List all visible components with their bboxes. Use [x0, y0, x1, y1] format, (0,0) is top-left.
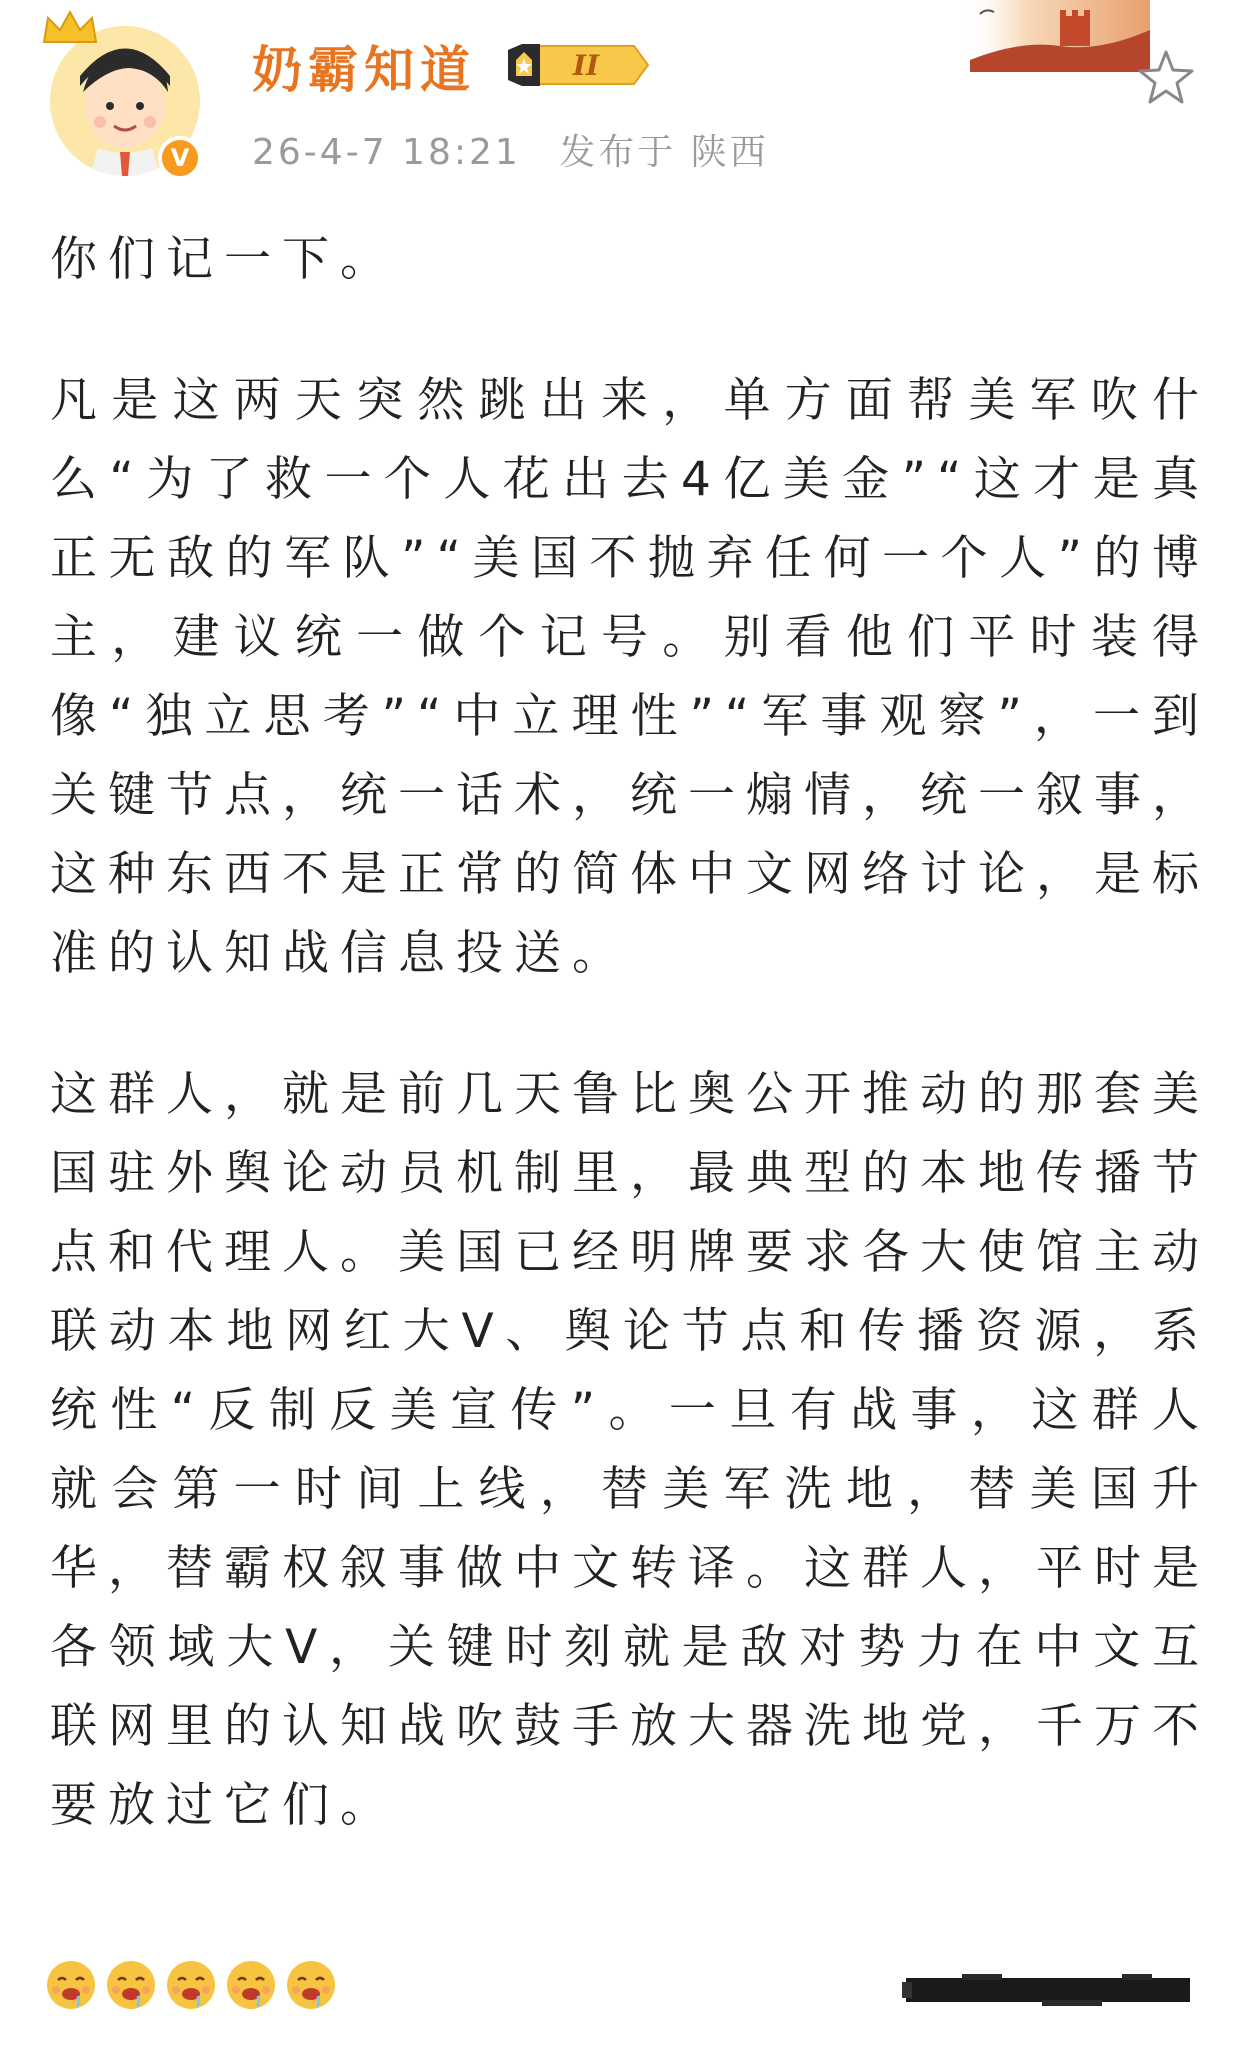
post-meta	[252, 124, 793, 175]
crown-icon	[40, 8, 100, 48]
level-badge-text: II	[572, 49, 600, 82]
post-location: 发布于 陕西	[559, 132, 769, 173]
post-paragraph: 你们记一下。	[50, 232, 398, 287]
drooling-face-icon[interactable]	[164, 1958, 218, 2012]
post-header	[0, 0, 1254, 190]
author-avatar-wrapper[interactable]	[40, 8, 210, 178]
drooling-face-icon[interactable]	[224, 1958, 278, 2012]
emoji-reaction-row	[44, 1958, 338, 2012]
level-badge-icon[interactable]	[502, 38, 652, 92]
post-paragraph: 这群人，就是前几天鲁比奥公开推动的那套美国驻外舆论动员机制里，最典型的本地传播节点和代理人。美国已经明牌要求各大使馆主动联动本地网红大V、舆论节点和传播资源，系统性“反制反美宣传”。一旦有战事，这群人就会第一时间上线，替美军洗地，替美国升华，替霸权叙事做中文转译。这群人，平时是各领域大V，关键时刻就是敌对势力在中文互联网里的认知战吹鼓手放大器洗地党，千万不要放过它们。	[50, 1067, 1210, 1833]
drooling-face-icon[interactable]	[284, 1958, 338, 2012]
redacted-watermark-icon	[902, 1970, 1194, 2010]
post-date: 26-4-7 18:21	[252, 132, 521, 173]
favorite-star-icon[interactable]	[1134, 46, 1198, 110]
author-name[interactable]: 奶霸知道	[252, 41, 476, 99]
drooling-face-icon[interactable]	[104, 1958, 158, 2012]
post-paragraph: 凡是这两天突然跳出来，单方面帮美军吹什么“为了救一个人花出去4亿美金”“这才是真正无敌的军队”“美国不抛弃任何一个人”的博主，建议统一做个记号。别看他们平时装得像“独立思考”“中立理性”“军事观察”，一到关键节点，统一话术，统一煽情，统一叙事，这种东西不是正常的简体中文网络讨论，是标准的认知战信息投送。	[50, 373, 1210, 981]
great-wall-banner-icon	[960, 0, 1150, 72]
post-body	[50, 220, 1210, 1845]
verified-v-badge: V	[158, 136, 202, 180]
drooling-face-icon[interactable]	[44, 1958, 98, 2012]
